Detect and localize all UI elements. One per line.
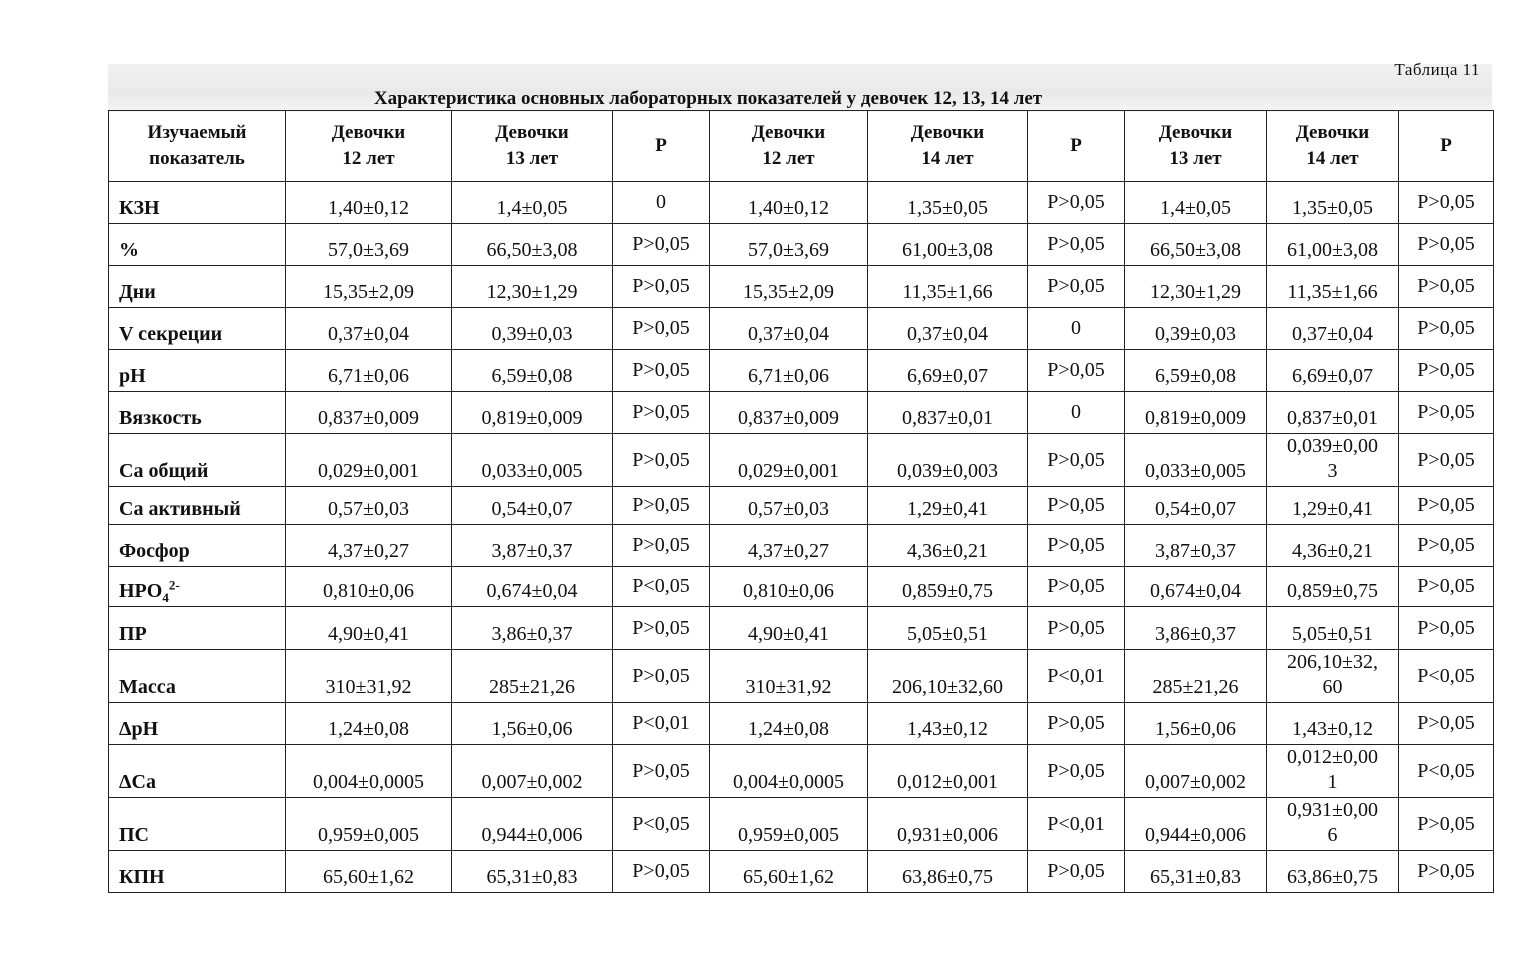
p-value-cell: P>0,05 <box>1399 266 1494 308</box>
value-cell: 0,674±0,04 <box>1125 567 1267 607</box>
p-value-cell: P>0,05 <box>1028 434 1125 487</box>
header-girls-13-b: Девочки 13 лет <box>1125 111 1267 182</box>
table-row <box>109 350 1494 392</box>
p-value-cell: P>0,05 <box>1399 798 1494 851</box>
table-row <box>109 745 1494 798</box>
p-value-cell: P>0,05 <box>1028 525 1125 567</box>
value-cell: 0,007±0,002 <box>1125 745 1267 798</box>
value-cell: 3,87±0,37 <box>1125 525 1267 567</box>
value-cell: 1,43±0,12 <box>1267 703 1399 745</box>
p-value-cell: P>0,05 <box>1028 567 1125 607</box>
value-cell: 0,39±0,03 <box>1125 308 1267 350</box>
p-value-cell: P<0,05 <box>1399 650 1494 703</box>
p-value-cell: 0 <box>1028 392 1125 434</box>
p-value-cell: P>0,05 <box>1399 224 1494 266</box>
value-cell: 0,004±0,0005 <box>710 745 868 798</box>
value-cell: 65,31±0,83 <box>452 851 613 893</box>
value-cell: 206,10±32, 60 <box>1267 650 1399 703</box>
value-cell: 65,60±1,62 <box>286 851 452 893</box>
value-cell: 1,35±0,05 <box>868 182 1028 224</box>
value-cell: 6,59±0,08 <box>452 350 613 392</box>
header-p-2: P <box>1028 111 1125 182</box>
indicator-name: ΔpH <box>109 703 286 745</box>
value-cell: 0,37±0,04 <box>1267 308 1399 350</box>
value-cell: 5,05±0,51 <box>868 607 1028 650</box>
p-value-cell: P<0,01 <box>1028 650 1125 703</box>
p-value-cell: P<0,05 <box>613 798 710 851</box>
value-cell: 61,00±3,08 <box>1267 224 1399 266</box>
value-cell: 0,859±0,75 <box>1267 567 1399 607</box>
p-value-cell: P>0,05 <box>1028 487 1125 525</box>
value-cell: 206,10±32,60 <box>868 650 1028 703</box>
value-cell: 285±21,26 <box>1125 650 1267 703</box>
p-value-cell: P>0,05 <box>613 487 710 525</box>
p-value-cell: P>0,05 <box>613 745 710 798</box>
value-cell: 0,54±0,07 <box>452 487 613 525</box>
indicator-name: % <box>109 224 286 266</box>
table-row <box>109 308 1494 350</box>
indicator-name: pH <box>109 350 286 392</box>
p-value-cell: P>0,05 <box>1028 350 1125 392</box>
p-value-cell: P<0,01 <box>1028 798 1125 851</box>
value-cell: 15,35±2,09 <box>286 266 452 308</box>
value-cell: 4,36±0,21 <box>1267 525 1399 567</box>
value-cell: 0,819±0,009 <box>1125 392 1267 434</box>
value-cell: 63,86±0,75 <box>868 851 1028 893</box>
value-cell: 0,57±0,03 <box>286 487 452 525</box>
value-cell: 0,37±0,04 <box>286 308 452 350</box>
table-header <box>109 111 1494 182</box>
value-cell: 0,004±0,0005 <box>286 745 452 798</box>
value-cell: 1,40±0,12 <box>710 182 868 224</box>
value-cell: 1,4±0,05 <box>1125 182 1267 224</box>
indicator-name: Вязкость <box>109 392 286 434</box>
p-value-cell: P>0,05 <box>613 350 710 392</box>
value-cell: 0,931±0,00 6 <box>1267 798 1399 851</box>
p-value-cell: P>0,05 <box>1399 350 1494 392</box>
value-cell: 66,50±3,08 <box>452 224 613 266</box>
table-row <box>109 607 1494 650</box>
value-cell: 4,37±0,27 <box>286 525 452 567</box>
indicator-name: Масса <box>109 650 286 703</box>
value-cell: 0,837±0,01 <box>868 392 1028 434</box>
p-value-cell: P<0,05 <box>613 567 710 607</box>
value-cell: 65,60±1,62 <box>710 851 868 893</box>
value-cell: 4,36±0,21 <box>868 525 1028 567</box>
value-cell: 0,837±0,01 <box>1267 392 1399 434</box>
value-cell: 6,69±0,07 <box>1267 350 1399 392</box>
value-cell: 0,959±0,005 <box>286 798 452 851</box>
indicator-name-subscript: 4 <box>162 590 169 605</box>
value-cell: 0,033±0,005 <box>1125 434 1267 487</box>
p-value-cell: P>0,05 <box>613 650 710 703</box>
indicator-name: ПС <box>109 798 286 851</box>
value-cell: 6,71±0,06 <box>286 350 452 392</box>
p-value-cell: P>0,05 <box>1028 182 1125 224</box>
value-cell: 1,40±0,12 <box>286 182 452 224</box>
p-value-cell: P>0,05 <box>613 308 710 350</box>
value-cell: 0,007±0,002 <box>452 745 613 798</box>
value-cell: 12,30±1,29 <box>1125 266 1267 308</box>
value-cell: 0,810±0,06 <box>286 567 452 607</box>
table-row <box>109 525 1494 567</box>
indicator-name: ПР <box>109 607 286 650</box>
value-cell: 0,029±0,001 <box>710 434 868 487</box>
p-value-cell: P>0,05 <box>613 224 710 266</box>
value-cell: 1,56±0,06 <box>1125 703 1267 745</box>
table-title: Характеристика основных лабораторных показателей у девочек 12, 13, 14 лет <box>373 88 1043 109</box>
indicator-name: КПН <box>109 851 286 893</box>
value-cell: 57,0±3,69 <box>710 224 868 266</box>
value-cell: 61,00±3,08 <box>868 224 1028 266</box>
p-value-cell: P>0,05 <box>1399 487 1494 525</box>
value-cell: 0,944±0,006 <box>452 798 613 851</box>
p-value-cell: P>0,05 <box>1399 525 1494 567</box>
value-cell: 1,29±0,41 <box>868 487 1028 525</box>
p-value-cell: P>0,05 <box>1399 308 1494 350</box>
table-row <box>109 567 1494 607</box>
value-cell: 0,37±0,04 <box>868 308 1028 350</box>
value-cell: 0,033±0,005 <box>452 434 613 487</box>
value-cell: 3,86±0,37 <box>452 607 613 650</box>
value-cell: 1,29±0,41 <box>1267 487 1399 525</box>
value-cell: 0,837±0,009 <box>286 392 452 434</box>
p-value-cell: 0 <box>613 182 710 224</box>
table-row <box>109 851 1494 893</box>
value-cell: 3,87±0,37 <box>452 525 613 567</box>
value-cell: 5,05±0,51 <box>1267 607 1399 650</box>
value-cell: 0,837±0,009 <box>710 392 868 434</box>
header-p-1: P <box>613 111 710 182</box>
value-cell: 3,86±0,37 <box>1125 607 1267 650</box>
value-cell: 65,31±0,83 <box>1125 851 1267 893</box>
p-value-cell: P>0,05 <box>1399 703 1494 745</box>
table-row <box>109 392 1494 434</box>
table-row <box>109 650 1494 703</box>
indicator-name: Ca общий <box>109 434 286 487</box>
value-cell: 15,35±2,09 <box>710 266 868 308</box>
p-value-cell: P>0,05 <box>1399 434 1494 487</box>
indicator-name: ΔCa <box>109 745 286 798</box>
value-cell: 1,24±0,08 <box>286 703 452 745</box>
table-row <box>109 182 1494 224</box>
p-value-cell: P>0,05 <box>613 266 710 308</box>
p-value-cell: 0 <box>1028 308 1125 350</box>
value-cell: 11,35±1,66 <box>1267 266 1399 308</box>
value-cell: 0,944±0,006 <box>1125 798 1267 851</box>
value-cell: 1,24±0,08 <box>710 703 868 745</box>
value-cell: 0,810±0,06 <box>710 567 868 607</box>
value-cell: 1,43±0,12 <box>868 703 1028 745</box>
value-cell: 0,819±0,009 <box>452 392 613 434</box>
value-cell: 0,859±0,75 <box>868 567 1028 607</box>
p-value-cell: P>0,05 <box>1399 182 1494 224</box>
indicator-name <box>109 567 286 607</box>
header-row <box>109 111 1494 182</box>
value-cell: 4,90±0,41 <box>286 607 452 650</box>
header-girls-14-b: Девочки 14 лет <box>1267 111 1399 182</box>
value-cell: 0,012±0,001 <box>868 745 1028 798</box>
p-value-cell: P>0,05 <box>613 607 710 650</box>
value-cell: 4,90±0,41 <box>710 607 868 650</box>
lab-indicators-table <box>108 110 1494 893</box>
value-cell: 0,57±0,03 <box>710 487 868 525</box>
table-row <box>109 798 1494 851</box>
indicator-name: Дни <box>109 266 286 308</box>
indicator-name: Ca активный <box>109 487 286 525</box>
value-cell: 12,30±1,29 <box>452 266 613 308</box>
table-row <box>109 487 1494 525</box>
value-cell: 0,959±0,005 <box>710 798 868 851</box>
value-cell: 6,69±0,07 <box>868 350 1028 392</box>
indicator-name-superscript: 2- <box>168 577 180 593</box>
p-value-cell: P>0,05 <box>1028 745 1125 798</box>
indicator-name: V секреции <box>109 308 286 350</box>
value-cell: 0,54±0,07 <box>1125 487 1267 525</box>
table-number-label: Таблица 11 <box>1394 60 1480 79</box>
value-cell: 310±31,92 <box>710 650 868 703</box>
header-girls-14-a: Девочки 14 лет <box>868 111 1028 182</box>
value-cell: 0,039±0,00 3 <box>1267 434 1399 487</box>
value-cell: 0,37±0,04 <box>710 308 868 350</box>
p-value-cell: P>0,05 <box>613 525 710 567</box>
value-cell: 63,86±0,75 <box>1267 851 1399 893</box>
p-value-cell: P<0,01 <box>613 703 710 745</box>
p-value-cell: P<0,05 <box>1399 745 1494 798</box>
indicator-name: КЗН <box>109 182 286 224</box>
header-girls-12-b: Девочки 12 лет <box>710 111 868 182</box>
p-value-cell: P>0,05 <box>1028 703 1125 745</box>
p-value-cell: P>0,05 <box>1399 607 1494 650</box>
p-value-cell: P>0,05 <box>1028 266 1125 308</box>
header-indicator: Изучаемый показатель <box>109 111 286 182</box>
value-cell: 0,674±0,04 <box>452 567 613 607</box>
value-cell: 0,931±0,006 <box>868 798 1028 851</box>
indicator-name-base: HPO <box>119 580 163 602</box>
value-cell: 6,71±0,06 <box>710 350 868 392</box>
value-cell: 11,35±1,66 <box>868 266 1028 308</box>
p-value-cell: P>0,05 <box>1399 567 1494 607</box>
p-value-cell: P>0,05 <box>1399 392 1494 434</box>
value-cell: 0,029±0,001 <box>286 434 452 487</box>
value-cell: 0,039±0,003 <box>868 434 1028 487</box>
indicator-name: Фосфор <box>109 525 286 567</box>
table-row <box>109 224 1494 266</box>
p-value-cell: P>0,05 <box>613 434 710 487</box>
value-cell: 57,0±3,69 <box>286 224 452 266</box>
value-cell: 310±31,92 <box>286 650 452 703</box>
p-value-cell: P>0,05 <box>613 392 710 434</box>
p-value-cell: P>0,05 <box>1028 224 1125 266</box>
table-row <box>109 434 1494 487</box>
value-cell: 66,50±3,08 <box>1125 224 1267 266</box>
value-cell: 1,56±0,06 <box>452 703 613 745</box>
value-cell: 6,59±0,08 <box>1125 350 1267 392</box>
p-value-cell: P>0,05 <box>1399 851 1494 893</box>
value-cell: 1,4±0,05 <box>452 182 613 224</box>
header-p-3: P <box>1399 111 1494 182</box>
value-cell: 0,012±0,00 1 <box>1267 745 1399 798</box>
p-value-cell: P>0,05 <box>1028 851 1125 893</box>
value-cell: 4,37±0,27 <box>710 525 868 567</box>
value-cell: 285±21,26 <box>452 650 613 703</box>
value-cell: 1,35±0,05 <box>1267 182 1399 224</box>
table-row <box>109 703 1494 745</box>
table-row <box>109 266 1494 308</box>
value-cell: 0,39±0,03 <box>452 308 613 350</box>
header-girls-13-a: Девочки 13 лет <box>452 111 613 182</box>
p-value-cell: P>0,05 <box>613 851 710 893</box>
header-girls-12-a: Девочки 12 лет <box>286 111 452 182</box>
p-value-cell: P>0,05 <box>1028 607 1125 650</box>
table-body <box>109 182 1494 893</box>
